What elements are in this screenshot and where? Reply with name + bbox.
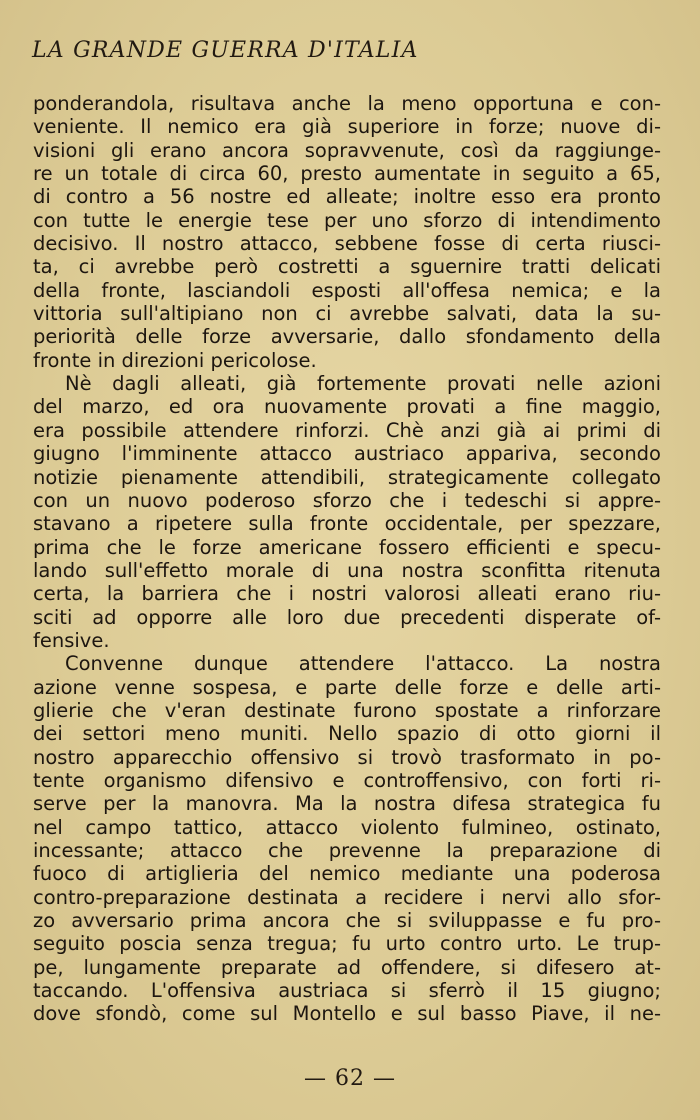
text-line: del marzo, ed ora nuovamente provati a fine maggio, <box>33 395 661 419</box>
text-line: della fronte, lasciandoli esposti all'offesa nemica; e la <box>33 278 661 302</box>
text-line: seguito poscia senza tregua; fu urto contro urto. Le trup- <box>33 932 661 956</box>
text-line: ta, ci avrebbe però costretti a sguernire tratti delicati <box>33 255 661 279</box>
text-line: zo avversario prima ancora che si sviluppasse e fu pro- <box>33 909 661 933</box>
text-line: visioni gli erano ancora sopravvenute, così da raggiunge- <box>33 138 661 162</box>
text-line: nel campo tattico, attacco violento fulmineo, ostinato, <box>33 815 661 839</box>
text-line: azione venne sospesa, e parte delle forze e delle arti- <box>33 675 661 699</box>
paragraph-end-line: fensive. <box>33 628 110 652</box>
text-line: lando sull'effetto morale di una nostra sconfitta ritenuta <box>33 558 661 582</box>
text-line: di contro a 56 nostre ed alleate; inoltre esso era pronto <box>33 185 661 209</box>
text-line: incessante; attacco che prevenne la preparazione di <box>33 839 661 862</box>
text-line: fuoco di artiglieria del nemico mediante una poderosa <box>33 862 661 886</box>
text-line: con tutte le energie tese per uno sforzo di intendimento <box>33 208 661 232</box>
text-line: decisivo. Il nostro attacco, sebbene fosse di certa riusci- <box>33 232 661 256</box>
paragraph-end-line: fronte in direzioni pericolose. <box>33 348 317 372</box>
text-line: notizie pienamente attendibili, strategicamente collegato <box>33 465 661 489</box>
text-line: contro-preparazione destinata a recidere i nervi allo sfor- <box>33 885 661 909</box>
text-line: prima che le forze americane fossero efficienti e specu- <box>33 535 661 559</box>
text-line: dove sfondò, come sul Montello e sul basso Piave, il ne- <box>33 1002 661 1026</box>
text-line: periorità delle forze avversarie, dallo sfondamento della <box>33 325 661 349</box>
page-number: — 62 — <box>304 1066 396 1091</box>
text-line: giugno l'imminente attacco austriaco appariva, secondo <box>33 442 661 466</box>
body-text <box>33 92 661 1026</box>
text-line: glierie che v'eran destinate furono spostate a rinforzare <box>33 698 661 722</box>
text-line: ponderandola, risultava anche la meno opportuna e con- <box>33 92 661 115</box>
text-line: tente organismo difensivo e controffensivo, con forti ri- <box>33 768 661 792</box>
text-line: era possibile attendere rinforzi. Chè anzi già ai primi di <box>33 418 661 442</box>
text-line: pe, lungamente preparate ad offendere, si difesero at- <box>33 955 661 979</box>
text-line: re un totale di circa 60, presto aumentate in seguito a 65, <box>33 162 661 186</box>
text-line: serve per la manovra. Ma la nostra difesa strategica fu <box>33 792 661 816</box>
text-line: sciti ad opporre alle loro due precedenti disperate of- <box>33 605 661 629</box>
text-line: veniente. Il nemico era già superiore in forze; nuove di- <box>33 115 661 139</box>
paragraph-start-line: Nè dagli alleati, già fortemente provati nelle azioni <box>65 372 661 396</box>
text-line: taccando. L'offensiva austriaca si sferrò il 15 giugno; <box>33 979 661 1003</box>
text-line: stavano a ripetere sulla fronte occidentale, per spezzare, <box>33 512 661 536</box>
text-line: certa, la barriera che i nostri valorosi alleati erano riu- <box>33 582 661 606</box>
text-line: nostro apparecchio offensivo si trovò trasformato in po- <box>33 745 661 769</box>
text-line: dei settori meno muniti. Nello spazio di otto giorni il <box>33 722 661 746</box>
running-header: LA GRANDE GUERRA D'ITALIA <box>32 38 419 63</box>
text-line: vittoria sull'altipiano non ci avrebbe salvati, data la su- <box>33 302 661 326</box>
paragraph-start-line: Convenne dunque attendere l'attacco. La nostra <box>65 652 661 676</box>
text-line: con un nuovo poderoso sforzo che i tedeschi si appre- <box>33 488 661 512</box>
